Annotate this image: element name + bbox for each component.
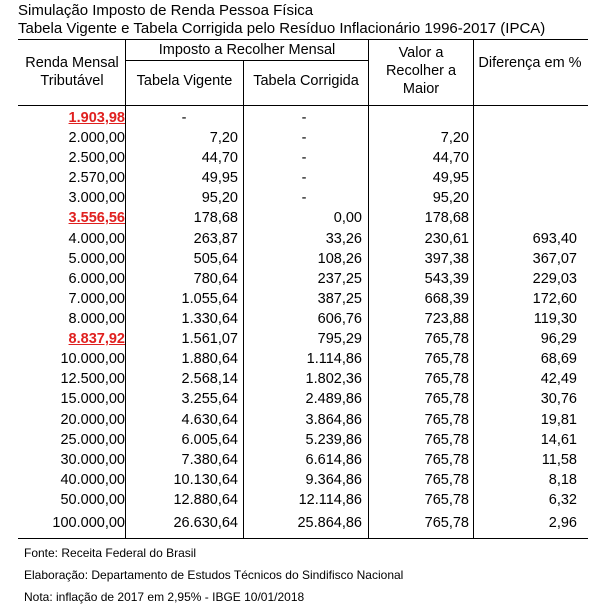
cell-vigente: 49,95 bbox=[201, 170, 238, 186]
cell-valor: 765,78 bbox=[424, 452, 469, 468]
header-tabela-vigente: Tabela Vigente bbox=[136, 73, 233, 89]
cell-corrigida: 795,29 bbox=[317, 331, 362, 347]
cell-renda: 5.000,00 bbox=[68, 251, 125, 267]
cell-diferenca: 14,61 bbox=[540, 432, 577, 448]
page-title-line-1: Simulação Imposto de Renda Pessoa Física bbox=[18, 2, 314, 19]
cell-vigente: 1.330,64 bbox=[181, 311, 238, 327]
cell-corrigida: - bbox=[301, 110, 307, 126]
group-header-divider bbox=[125, 60, 369, 61]
cell-diferenca: 172,60 bbox=[532, 291, 577, 307]
cell-diferenca: 6,32 bbox=[548, 492, 577, 508]
cell-renda: 25.000,00 bbox=[60, 432, 125, 448]
header-tabela-corrigida: Tabela Corrigida bbox=[253, 73, 359, 89]
cell-vigente: 3.255,64 bbox=[181, 391, 238, 407]
cell-corrigida: 237,25 bbox=[317, 271, 362, 287]
cell-valor: 178,68 bbox=[424, 210, 469, 226]
cell-valor: 765,78 bbox=[424, 432, 469, 448]
note-inflacao: Nota: inflação de 2017 em 2,95% - IBGE 10/01/2018 bbox=[24, 590, 305, 604]
cell-renda: 2.000,00 bbox=[68, 130, 125, 146]
cell-vigente: 7,20 bbox=[209, 130, 238, 146]
cell-diferenca: 11,58 bbox=[541, 452, 577, 468]
cell-corrigida: 25.864,86 bbox=[297, 515, 362, 531]
cell-diferenca: 229,03 bbox=[532, 271, 577, 287]
cell-vigente: 6.005,64 bbox=[181, 432, 238, 448]
table-top-border bbox=[18, 39, 588, 40]
cell-corrigida: 12.114,86 bbox=[298, 492, 362, 508]
cell-valor: 668,39 bbox=[424, 291, 469, 307]
page-title-line-2: Tabela Vigente e Tabela Corrigida pelo Resíduo Inflacionário 1996-2017 (IPCA) bbox=[18, 20, 546, 37]
cell-diferenca bbox=[473, 129, 577, 147]
cell-corrigida: 0,00 bbox=[333, 210, 362, 226]
cell-vigente: 26.630,64 bbox=[173, 515, 238, 531]
cell-valor: 765,78 bbox=[424, 412, 469, 428]
cell-renda: 1.903,98 bbox=[68, 110, 125, 126]
cell-diferenca: 68,69 bbox=[540, 351, 577, 367]
cell-corrigida: 108,26 bbox=[317, 251, 362, 267]
cell-corrigida: 1.114,86 bbox=[306, 351, 362, 367]
cell-diferenca: 8,18 bbox=[548, 472, 577, 488]
cell-valor: 723,88 bbox=[424, 311, 469, 327]
cell-diferenca bbox=[473, 209, 577, 227]
cell-vigente: 12.880,64 bbox=[173, 492, 238, 508]
column-divider-1 bbox=[125, 39, 126, 538]
cell-corrigida: 2.489,86 bbox=[305, 391, 362, 407]
cell-vigente: 10.130,64 bbox=[173, 472, 238, 488]
cell-corrigida: 387,25 bbox=[317, 291, 362, 307]
cell-valor: 765,78 bbox=[424, 331, 469, 347]
cell-vigente: 505,64 bbox=[193, 251, 238, 267]
cell-renda: 40.000,00 bbox=[60, 472, 125, 488]
cell-renda: 50.000,00 bbox=[60, 492, 125, 508]
note-elaboracao: Elaboração: Departamento de Estudos Técnicos do Sindifisco Nacional bbox=[24, 568, 404, 582]
cell-renda: 10.000,00 bbox=[60, 351, 125, 367]
cell-vigente: 44,70 bbox=[201, 150, 238, 166]
cell-valor: 765,78 bbox=[424, 472, 469, 488]
cell-vigente: 263,87 bbox=[193, 231, 238, 247]
cell-valor: 765,78 bbox=[424, 515, 469, 531]
cell-vigente: 780,64 bbox=[193, 271, 238, 287]
cell-vigente: 178,68 bbox=[193, 210, 238, 226]
cell-valor: 397,38 bbox=[424, 251, 469, 267]
cell-corrigida: - bbox=[301, 150, 307, 166]
cell-diferenca: 367,07 bbox=[532, 251, 577, 267]
cell-vigente: 95,20 bbox=[201, 190, 238, 206]
cell-diferenca: 30,76 bbox=[540, 391, 577, 407]
cell-valor: 765,78 bbox=[424, 492, 469, 508]
cell-vigente: 7.380,64 bbox=[181, 452, 238, 468]
cell-valor: 765,78 bbox=[424, 351, 469, 367]
cell-diferenca bbox=[473, 169, 577, 187]
cell-corrigida: - bbox=[301, 190, 307, 206]
cell-vigente: 1.880,64 bbox=[181, 351, 238, 367]
cell-diferenca bbox=[473, 109, 577, 127]
cell-renda: 100.000,00 bbox=[52, 515, 125, 531]
cell-renda: 3.000,00 bbox=[68, 190, 125, 206]
cell-corrigida: 6.614,86 bbox=[305, 452, 362, 468]
cell-vigente: 1.561,07 bbox=[181, 331, 238, 347]
header-renda-mensal: Renda Mensal Tributável bbox=[25, 55, 119, 89]
cell-diferenca: 96,29 bbox=[540, 331, 577, 347]
cell-renda: 12.500,00 bbox=[60, 371, 125, 387]
cell-renda: 8.000,00 bbox=[68, 311, 125, 327]
header-bottom-border bbox=[18, 105, 588, 106]
table-bottom-border bbox=[18, 538, 588, 539]
cell-diferenca: 119,30 bbox=[533, 311, 577, 327]
cell-corrigida: 606,76 bbox=[317, 311, 362, 327]
note-fonte: Fonte: Receita Federal do Brasil bbox=[24, 546, 197, 560]
cell-valor: 543,39 bbox=[424, 271, 469, 287]
cell-diferenca bbox=[473, 189, 577, 207]
header-valor-recolher: Valor a Recolher a Maior bbox=[385, 45, 457, 97]
cell-valor: 7,20 bbox=[440, 130, 469, 146]
cell-diferenca bbox=[473, 149, 577, 167]
cell-diferenca: 19,81 bbox=[540, 412, 577, 428]
cell-renda: 3.556,56 bbox=[68, 210, 125, 226]
cell-valor bbox=[368, 109, 469, 127]
cell-corrigida: 1.802,36 bbox=[305, 371, 362, 387]
cell-diferenca: 2,96 bbox=[548, 515, 577, 531]
cell-renda: 4.000,00 bbox=[68, 231, 125, 247]
cell-renda: 6.000,00 bbox=[68, 271, 125, 287]
cell-valor: 765,78 bbox=[424, 371, 469, 387]
cell-corrigida: - bbox=[301, 170, 307, 186]
cell-renda: 20.000,00 bbox=[60, 412, 125, 428]
cell-renda: 2.570,00 bbox=[68, 170, 125, 186]
cell-valor: 765,78 bbox=[424, 391, 469, 407]
header-imposto-group: Imposto a Recolher Mensal bbox=[158, 42, 336, 58]
cell-valor: 230,61 bbox=[424, 231, 469, 247]
cell-corrigida: 9.364,86 bbox=[305, 472, 362, 488]
cell-vigente: - bbox=[181, 110, 187, 126]
cell-renda: 8.837,92 bbox=[68, 331, 125, 347]
cell-renda: 7.000,00 bbox=[68, 291, 125, 307]
cell-valor: 44,70 bbox=[432, 150, 469, 166]
cell-corrigida: - bbox=[301, 130, 307, 146]
cell-diferenca: 693,40 bbox=[532, 231, 577, 247]
cell-vigente: 4.630,64 bbox=[181, 412, 238, 428]
header-diferenca: Diferença em % bbox=[478, 55, 582, 71]
cell-renda: 15.000,00 bbox=[60, 391, 125, 407]
cell-vigente: 1.055,64 bbox=[181, 291, 238, 307]
cell-renda: 2.500,00 bbox=[68, 150, 125, 166]
cell-corrigida: 5.239,86 bbox=[305, 432, 362, 448]
column-divider-2 bbox=[243, 60, 244, 538]
cell-corrigida: 33,26 bbox=[325, 231, 362, 247]
cell-renda: 30.000,00 bbox=[60, 452, 125, 468]
cell-valor: 49,95 bbox=[432, 170, 469, 186]
cell-corrigida: 3.864,86 bbox=[305, 412, 362, 428]
cell-valor: 95,20 bbox=[432, 190, 469, 206]
cell-diferenca: 42,49 bbox=[540, 371, 577, 387]
cell-vigente: 2.568,14 bbox=[181, 371, 238, 387]
